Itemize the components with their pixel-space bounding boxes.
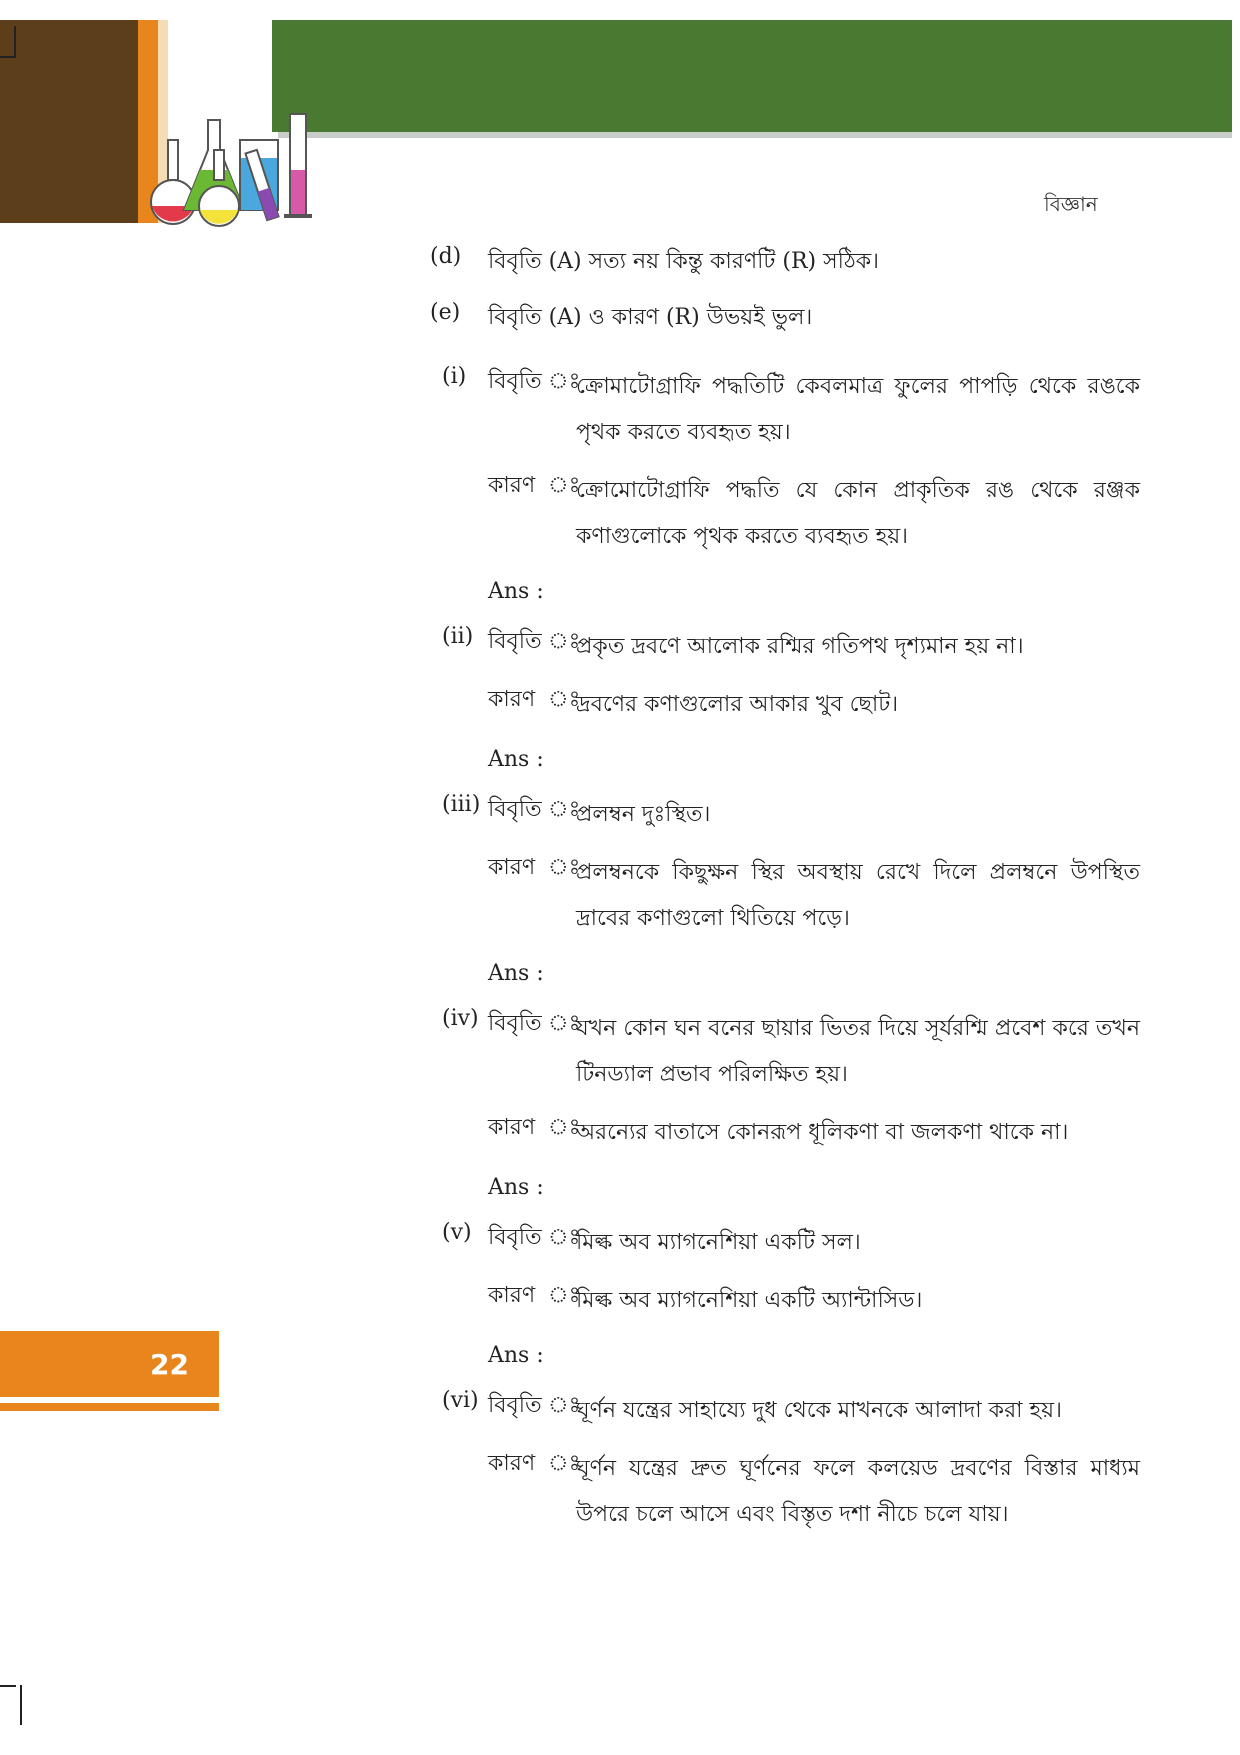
question-number: (iii) [442, 792, 481, 817]
colon-separator: ঃ [548, 1225, 581, 1250]
option-row [420, 238, 1140, 294]
statement-text: যখন কোন ঘন বনের ছায়ার ভিতর দিয়ে সূর্যরশ্মি প্রবেশ করে তখন টিনড্যাল প্রভাব পরিলক্ষিত হয়। [576, 1016, 1140, 1087]
crop-mark [20, 1685, 22, 1725]
reason-label: কারণ [488, 687, 536, 712]
header-brown-block [0, 20, 138, 223]
page-number: 22 [150, 1347, 189, 1381]
reason-label: কারণ [488, 1451, 536, 1476]
reason-text: দ্রবণের কণাগুলোর আকার খুব ছোট। [576, 692, 899, 717]
page-tab-underline [0, 1403, 219, 1411]
statement-label: বিবৃতি [488, 1393, 542, 1418]
header-green-bar [272, 20, 1232, 132]
statement-line [420, 1006, 1140, 1098]
reason-text: প্রলম্বনকে কিছুক্ষন স্থির অবস্থায় রেখে দিলে প্রলম্বনে উপস্থিত দ্রাবের কণাগুলো থিতিয়ে পড়ে। [576, 860, 1140, 931]
option-row [420, 294, 1140, 350]
statement-text: মিল্ক অব ম্যাগনেশিয়া একটি সল। [576, 1230, 861, 1255]
statement-line [420, 792, 1140, 838]
statement-label: বিবৃতি [488, 1011, 542, 1036]
question-number: (iv) [442, 1006, 479, 1031]
statement-label: বিবৃতি [488, 797, 542, 822]
reason-text: ক্রোমোটোগ্রাফি পদ্ধতি যে কোন প্রাকৃতিক রঙ থেকে রঞ্জক কণাগুলোকে পৃথক করতে ব্যবহৃত হয়। [576, 478, 1140, 549]
colon-separator: ঃ [548, 797, 581, 822]
colon-separator: ঃ [548, 687, 581, 712]
answer-field[interactable]: Ans : [488, 1343, 544, 1368]
reason-label: কারণ [488, 1115, 536, 1140]
question-item [420, 1388, 1140, 1538]
question-number: (i) [442, 364, 467, 389]
question-item [420, 792, 1140, 994]
statement-text: প্রকৃত দ্রবণে আলোক রশ্মির গতিপথ দৃশ্যমান হয় না। [576, 634, 1024, 659]
colon-separator: ঃ [548, 1011, 581, 1036]
colon-separator: ঃ [548, 629, 581, 654]
reason-label: কারণ [488, 473, 536, 498]
reason-label: কারণ [488, 855, 536, 880]
question-item [420, 1220, 1140, 1376]
statement-label: বিবৃতি [488, 1225, 542, 1250]
crop-mark [0, 56, 16, 58]
statement-line [420, 624, 1140, 670]
reason-line [420, 1110, 1140, 1156]
header-green-shadow [278, 132, 1232, 138]
option-label: (d) [430, 244, 462, 269]
reason-line [420, 468, 1140, 560]
statement-label: বিবৃতি [488, 629, 542, 654]
colon-separator: ঃ [548, 1283, 581, 1308]
colon-separator: ঃ [548, 1115, 581, 1140]
reason-text: অরন্যের বাতাসে কোনরূপ ধূলিকণা বা জলকণা থাকে না। [576, 1120, 1069, 1145]
question-list [420, 364, 1140, 1538]
answer-field[interactable]: Ans : [488, 961, 544, 986]
answer-field[interactable]: Ans : [488, 1175, 544, 1200]
reason-label: কারণ [488, 1283, 536, 1308]
statement-label: বিবৃতি [488, 369, 542, 394]
page-number-tab [0, 1331, 219, 1397]
reason-line [420, 1278, 1140, 1324]
reason-line [420, 1446, 1140, 1538]
crop-mark [0, 1685, 16, 1687]
reason-text: মিল্ক অব ম্যাগনেশিয়া একটি অ্যান্টাসিড। [576, 1288, 923, 1313]
answer-field[interactable]: Ans : [488, 747, 544, 772]
lab-glassware-illustration [148, 110, 318, 228]
colon-separator: ঃ [548, 1393, 581, 1418]
question-number: (ii) [442, 624, 474, 649]
colon-separator: ঃ [548, 473, 581, 498]
reason-line [420, 682, 1140, 728]
header-subject: বিজ্ঞান [1044, 192, 1098, 216]
reason-line [420, 850, 1140, 942]
statement-text: ঘূর্ণন যন্ত্রের সাহায্যে দুধ থেকে মাখনকে আলাদা করা হয়। [576, 1398, 1062, 1423]
question-number: (v) [442, 1220, 472, 1245]
statement-line [420, 1220, 1140, 1266]
option-text: বিবৃতি (A) ও কারণ (R) উভয়ই ভুল। [488, 305, 813, 330]
question-item [420, 624, 1140, 780]
question-item [420, 364, 1140, 612]
colon-separator: ঃ [548, 855, 581, 880]
statement-text: ক্রোমাটোগ্রাফি পদ্ধতিটি কেবলমাত্র ফুলের পাপড়ি থেকে রঙকে পৃথক করতে ব্যবহৃত হয়। [576, 374, 1140, 445]
statement-line [420, 1388, 1140, 1434]
question-item [420, 1006, 1140, 1208]
crop-mark [14, 26, 16, 56]
statement-line [420, 364, 1140, 456]
option-text: বিবৃতি (A) সত্য নয় কিন্তু কারণটি (R) সঠিক। [488, 249, 879, 274]
answer-field[interactable]: Ans : [488, 579, 544, 604]
question-number: (vi) [442, 1388, 479, 1413]
main-content [420, 238, 1140, 1538]
colon-separator: ঃ [548, 369, 581, 394]
option-label: (e) [430, 300, 461, 325]
statement-text: প্রলম্বন দুঃস্থিত। [576, 802, 711, 827]
reason-text: ঘূর্ণন যন্ত্রের দ্রুত ঘূর্ণনের ফলে কলয়েড দ্রবণের বিস্তার মাধ্যম উপরে চলে আসে এবং বিস্তৃত দশা নীচে চলে যায়। [576, 1456, 1140, 1527]
colon-separator: ঃ [548, 1451, 581, 1476]
